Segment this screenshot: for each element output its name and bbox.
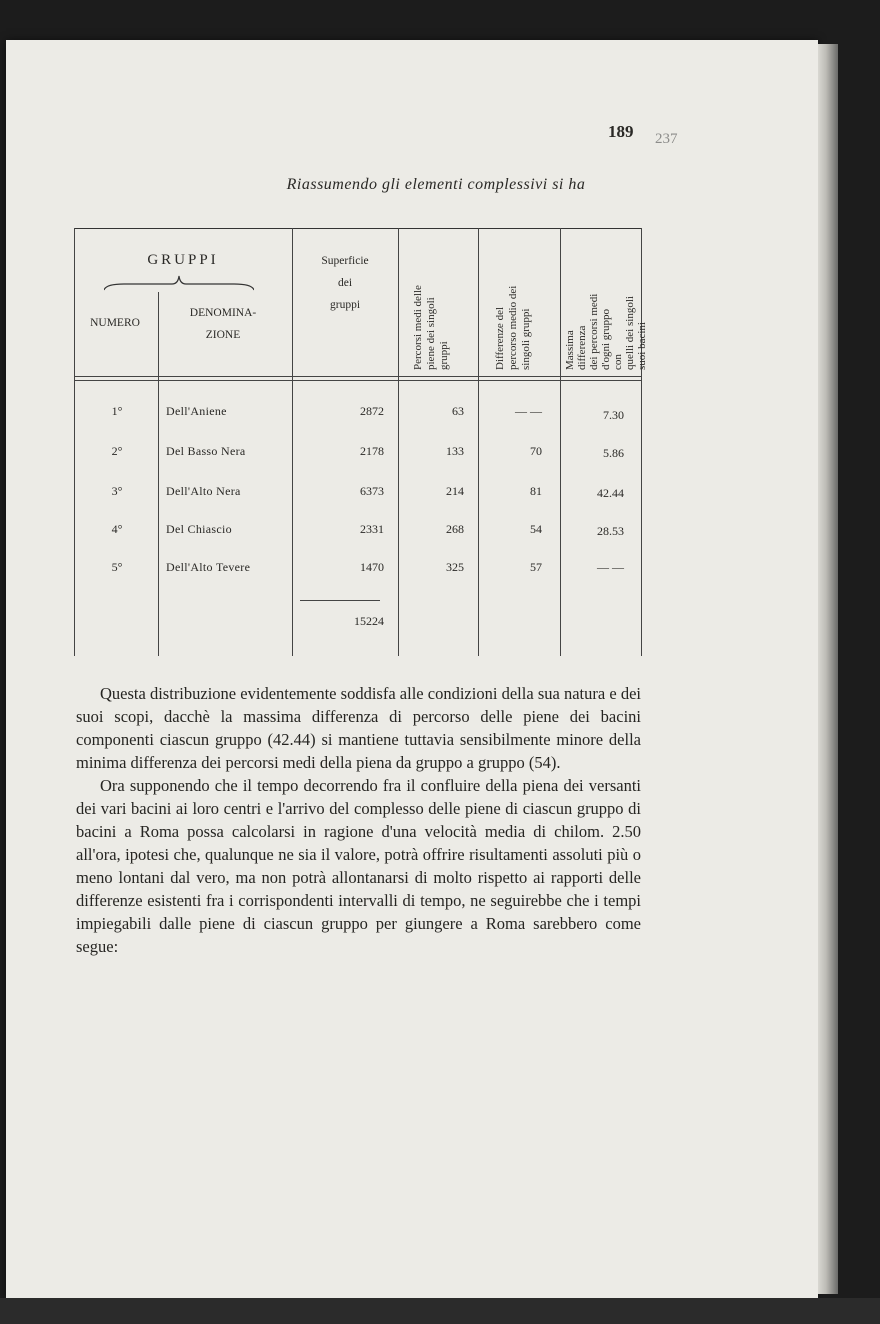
- header-gruppi: GRUPPI: [147, 252, 219, 268]
- pencil-page-note: 237: [655, 131, 678, 147]
- header-percorsi: Percorsi medi delle piene dei singoli gruppi: [412, 285, 450, 370]
- row-1-numero: 1°: [111, 404, 123, 418]
- row-3-massima: 42.44: [597, 486, 624, 500]
- row-1-differenza: — —: [515, 404, 542, 418]
- row-4-differenza: 54: [530, 522, 542, 536]
- summary-table: [74, 228, 648, 656]
- row-3-numero: 3°: [111, 484, 123, 498]
- header-rule: [74, 380, 641, 381]
- table-border-left: [74, 228, 75, 656]
- column-divider: [478, 228, 479, 656]
- row-3-nome: Dell'Alto Nera: [166, 484, 241, 498]
- column-divider: [158, 292, 159, 656]
- row-2-nome: Del Basso Nera: [166, 444, 246, 458]
- header-massima: Massima differenza dei percorsi medi d'ogni gruppo con quelli dei singoli suoi bacini: [564, 293, 648, 370]
- row-1-nome: Dell'Aniene: [166, 404, 227, 418]
- row-3-superficie: 6373: [360, 484, 384, 498]
- row-4-massima: 28.53: [597, 524, 624, 538]
- row-4-superficie: 2331: [360, 522, 384, 536]
- header-differenze: Differenze del percorso medio dei singoli gruppi: [494, 285, 532, 370]
- row-3-differenza: 81: [530, 484, 542, 498]
- page-number: 189: [608, 122, 634, 141]
- row-5-numero: 5°: [111, 560, 123, 574]
- row-4-percorso: 268: [446, 522, 464, 536]
- header-denominazione: DENOMINA- ZIONE: [189, 307, 257, 341]
- row-1-superficie: 2872: [360, 404, 384, 418]
- row-4-nome: Del Chiascio: [166, 522, 232, 536]
- column-divider: [560, 228, 561, 656]
- page-edge: [818, 44, 838, 1294]
- row-2-massima: 5.86: [603, 446, 624, 460]
- table-heading: Riassumendo gli elementi complessivi si ha: [286, 176, 586, 193]
- brace-icon: [104, 274, 254, 292]
- scan-border: [0, 1298, 880, 1324]
- row-5-nome: Dell'Alto Tevere: [166, 560, 251, 574]
- header-numero: NUMERO: [90, 317, 140, 329]
- total-rule: [300, 600, 380, 601]
- row-2-percorso: 133: [446, 444, 464, 458]
- row-5-differenza: 57: [530, 560, 542, 574]
- header-superficie: Superficie dei gruppi: [321, 255, 369, 311]
- total-superficie: 15224: [354, 614, 384, 628]
- paragraph-1: Questa distribuzione evidentemente soddisfa alle condizioni della sua natura e dei suoi scopi, dacchè la massima differenza di percorso delle piene dei bacini componenti ciascun gruppo (42.44) si mantiene tuttavia sensibilmente minore della minima differenza dei percorsi medi della piena da gruppo a gruppo (54).: [76, 684, 641, 772]
- row-5-percorso: 325: [446, 560, 464, 574]
- row-4-numero: 4°: [111, 522, 123, 536]
- row-2-numero: 2°: [111, 444, 123, 458]
- column-divider: [398, 228, 399, 656]
- row-2-differenza: 70: [530, 444, 542, 458]
- header-rule: [74, 376, 641, 377]
- row-5-massima: — —: [597, 560, 624, 574]
- row-5-superficie: 1470: [360, 560, 384, 574]
- row-3-percorso: 214: [446, 484, 464, 498]
- row-2-superficie: 2178: [360, 444, 384, 458]
- row-1-percorso: 63: [452, 404, 464, 418]
- row-1-massima: 7.30: [603, 408, 624, 422]
- paragraph-2: Ora supponendo che il tempo decorrendo fra il confluire della piena dei versanti dei vari bacini ai loro centri e l'arrivo del complesso delle piene di ciascun gruppo di bacini a Roma possa calcolarsi in ragione d'una velocità media di chilom. 2.50 all'ora, ipotesi che, qualunque ne sia il valore, potrà offrire risultamenti assoluti più o meno lontani dal vero, ma non potrà allontanarsi di molto rispetto ai rapporti delle differenze esistenti fra i corrispondenti intervalli di tempo, ne seguirebbe che i tempi impiegabili dalle piene di ciascun gruppo per giungere a Roma sarebbero come segue:: [76, 776, 641, 956]
- body-text: [76, 682, 641, 958]
